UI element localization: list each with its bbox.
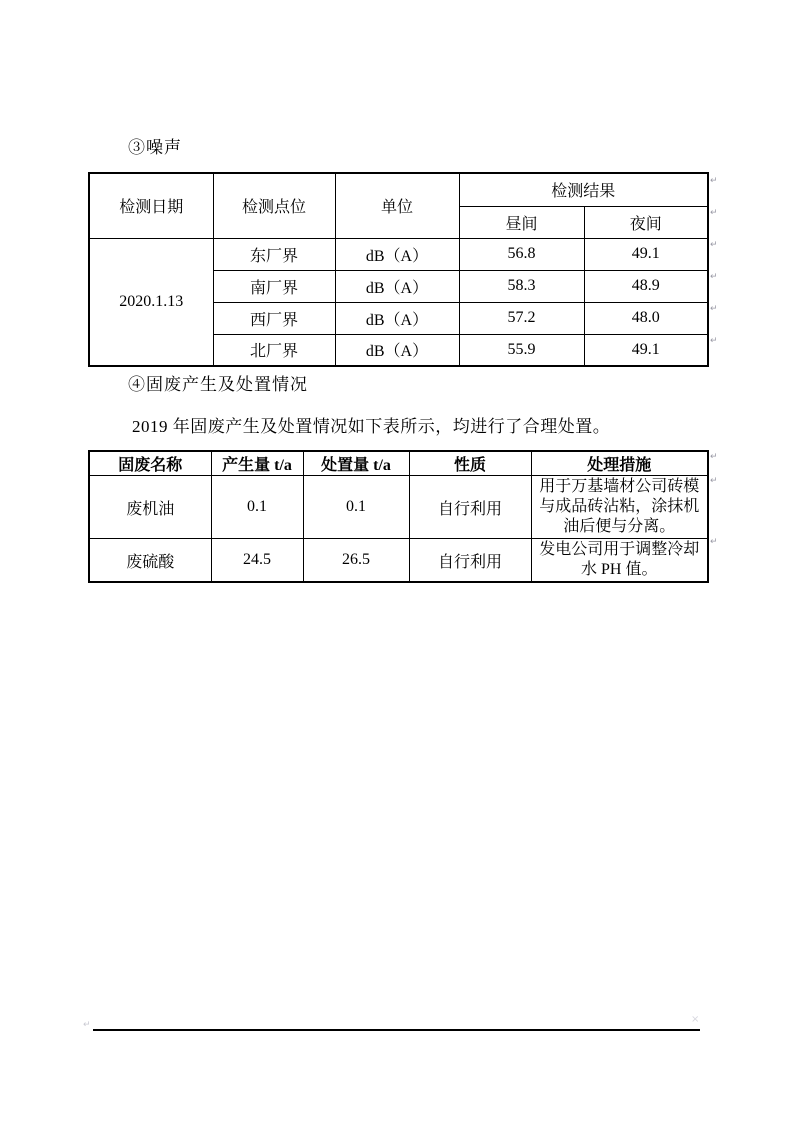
waste-nature: 自行利用 [409, 539, 531, 583]
table-row [89, 476, 708, 539]
waste-name: 废机油 [89, 476, 211, 539]
waste-measure: 发电公司用于调整冷却水 PH 值。 [531, 539, 708, 583]
footer-rule [93, 1029, 700, 1031]
waste-nature: 自行利用 [409, 476, 531, 539]
table-row [89, 539, 708, 583]
noise-night-value: 48.9 [584, 270, 708, 302]
noise-header-date: 检测日期 [89, 173, 213, 238]
waste-name: 废硫酸 [89, 539, 211, 583]
cell-end-mark-icon: ↵ [710, 240, 718, 250]
noise-day-value: 55.9 [459, 334, 584, 366]
waste-header-nature: 性质 [409, 451, 531, 476]
cell-end-mark-icon: ↵ [710, 452, 718, 462]
cell-end-mark-icon: ↵ [710, 208, 718, 218]
waste-header-produced: 产生量 t/a [211, 451, 303, 476]
noise-day-value: 56.8 [459, 238, 584, 270]
waste-disposed-value: 26.5 [303, 539, 409, 583]
noise-night-value: 48.0 [584, 302, 708, 334]
noise-date-value: 2020.1.13 [89, 238, 213, 366]
cell-end-mark-icon: ↵ [710, 272, 718, 282]
noise-day-value: 58.3 [459, 270, 584, 302]
waste-disposed-value: 0.1 [303, 476, 409, 539]
noise-unit: dB（A） [335, 334, 459, 366]
waste-header-disposed: 处置量 t/a [303, 451, 409, 476]
cell-end-mark-icon: ↵ [710, 476, 718, 486]
noise-point: 南厂界 [213, 270, 335, 302]
noise-point: 东厂界 [213, 238, 335, 270]
cell-end-mark-icon: ↵ [710, 537, 718, 547]
table-row [89, 238, 708, 270]
noise-header-point: 检测点位 [213, 173, 335, 238]
waste-intro-paragraph: 2019 年固废产生及处置情况如下表所示，均进行了合理处置。 [132, 417, 611, 436]
waste-produced-value: 24.5 [211, 539, 303, 583]
noise-point: 北厂界 [213, 334, 335, 366]
cell-end-mark-icon: ↵ [710, 176, 718, 186]
noise-header-result: 检测结果 [459, 173, 708, 206]
noise-table [88, 172, 709, 367]
noise-section-heading: ③噪声 [128, 138, 182, 157]
noise-point: 西厂界 [213, 302, 335, 334]
noise-night-value: 49.1 [584, 334, 708, 366]
noise-header-day: 昼间 [459, 206, 584, 238]
noise-unit: dB（A） [335, 238, 459, 270]
waste-header-measure: 处理措施 [531, 451, 708, 476]
waste-produced-value: 0.1 [211, 476, 303, 539]
noise-header-night: 夜间 [584, 206, 708, 238]
noise-night-value: 49.1 [584, 238, 708, 270]
cell-end-mark-icon: ↵ [710, 336, 718, 346]
waste-table [88, 450, 709, 583]
waste-header-name: 固废名称 [89, 451, 211, 476]
cell-end-mark-icon: ↵ [710, 304, 718, 314]
noise-day-value: 57.2 [459, 302, 584, 334]
anchor-mark-icon: × [691, 1014, 700, 1025]
noise-unit: dB（A） [335, 302, 459, 334]
noise-unit: dB（A） [335, 270, 459, 302]
noise-header-unit: 单位 [335, 173, 459, 238]
waste-measure: 用于万基墙材公司砖模与成品砖沾粘，涂抹机油后便与分离。 [531, 476, 708, 539]
paragraph-mark-icon: ↵ [83, 1020, 91, 1030]
waste-section-heading: ④固废产生及处置情况 [128, 375, 308, 394]
